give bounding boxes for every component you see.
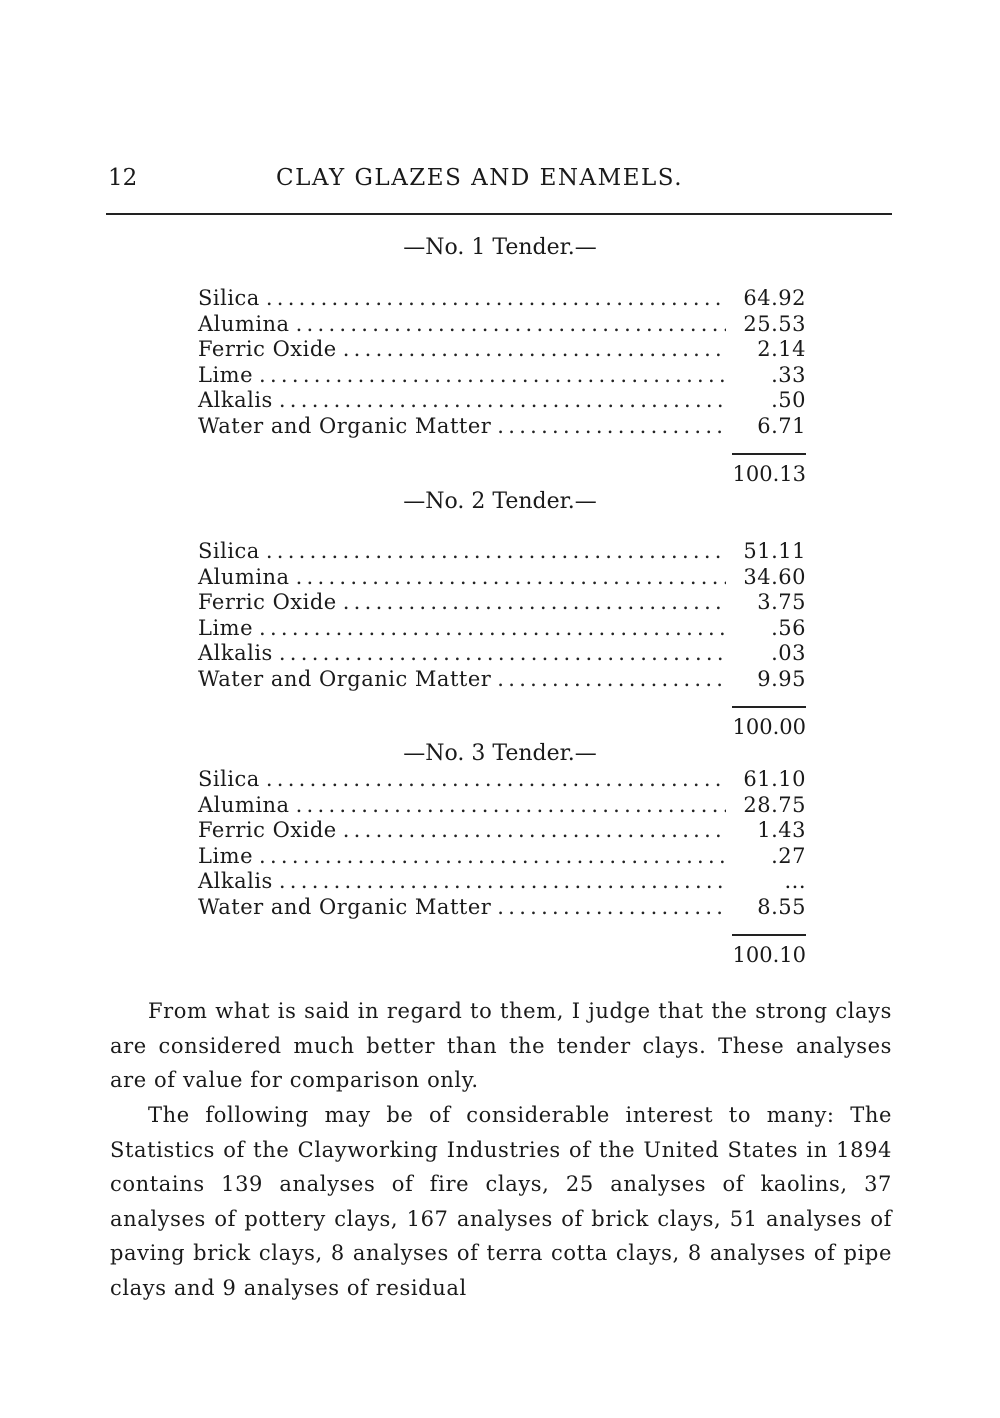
row-label: Ferric Oxide bbox=[198, 818, 337, 842]
row-value: 2.14 bbox=[757, 337, 806, 361]
row-label: Silica bbox=[198, 539, 260, 563]
row-value: .50 bbox=[771, 388, 806, 412]
row-value: .27 bbox=[771, 843, 806, 868]
analysis-row bbox=[198, 363, 806, 389]
row-label: Lime bbox=[198, 843, 254, 868]
analysis-row bbox=[198, 337, 806, 363]
analysis-table-no2 bbox=[198, 539, 806, 740]
row-value: 28.75 bbox=[743, 792, 806, 817]
analysis-row bbox=[198, 818, 806, 844]
row-value: 8.55 bbox=[757, 894, 806, 919]
row-label: Ferric Oxide bbox=[198, 337, 337, 361]
analysis-row bbox=[198, 641, 806, 667]
row-value: 34.60 bbox=[743, 564, 806, 589]
leader-dots bbox=[497, 667, 726, 693]
leader-dots bbox=[296, 565, 726, 591]
analysis-row bbox=[198, 312, 806, 338]
leader-dots bbox=[343, 337, 726, 363]
row-label: Ferric Oxide bbox=[198, 590, 337, 614]
leader-dots bbox=[259, 616, 726, 642]
analysis-row bbox=[198, 616, 806, 642]
leader-dots bbox=[497, 414, 726, 440]
analysis-row bbox=[198, 667, 806, 693]
total-value: 100.13 bbox=[732, 462, 806, 486]
total-rule bbox=[732, 453, 806, 455]
total-value: 100.00 bbox=[732, 715, 806, 739]
row-label: Alumina bbox=[198, 792, 290, 817]
row-value: 9.95 bbox=[757, 666, 806, 691]
body-paragraph-1 bbox=[110, 994, 892, 1098]
running-title: CLAY GLAZES AND ENAMELS. bbox=[276, 165, 684, 191]
body-paragraph-2 bbox=[110, 1098, 892, 1305]
row-label: Alkalis bbox=[198, 869, 273, 893]
analysis-row bbox=[198, 388, 806, 414]
leader-dots bbox=[343, 818, 726, 844]
row-label: Alkalis bbox=[198, 641, 273, 665]
leader-dots bbox=[259, 844, 726, 870]
total-rule bbox=[732, 706, 806, 708]
analysis-row bbox=[198, 286, 806, 312]
section-title-text: —No. 2 Tender.— bbox=[403, 489, 597, 514]
total-rule bbox=[732, 934, 806, 936]
leader-dots bbox=[259, 363, 726, 389]
analysis-row bbox=[198, 539, 806, 565]
leader-dots bbox=[266, 767, 726, 793]
leader-dots bbox=[279, 388, 726, 414]
row-label: Water and Organic Matter bbox=[198, 666, 492, 691]
row-value: 64.92 bbox=[743, 286, 806, 310]
analysis-row bbox=[198, 869, 806, 895]
analysis-row bbox=[198, 767, 806, 793]
header-rule bbox=[106, 213, 892, 215]
analysis-row bbox=[198, 414, 806, 440]
row-value: 61.10 bbox=[743, 767, 806, 791]
leader-dots bbox=[343, 590, 726, 616]
analysis-row bbox=[198, 793, 806, 819]
leader-dots bbox=[296, 312, 726, 338]
row-value: 51.11 bbox=[743, 539, 806, 563]
paragraph-text: The following may be of considerable interest to many: The Statistics of the Clayworking Industries of the United States in 1894 contains 139 analyses of fire clays, 25 analyses of kaolins, 37 analyses of pottery clays, 167 analyses of brick clays, 51 analyses of paving brick clays, 8 analyses of terra cotta clays, 8 analyses of pipe clays and 9 analyses of residual bbox=[110, 1103, 892, 1300]
section-title-text: —No. 3 Tender.— bbox=[403, 741, 597, 766]
row-value: .56 bbox=[771, 615, 806, 640]
section-title-no3 bbox=[0, 741, 1000, 766]
row-value: .03 bbox=[771, 641, 806, 665]
leader-dots bbox=[296, 793, 726, 819]
row-label: Lime bbox=[198, 362, 254, 387]
row-label: Silica bbox=[198, 286, 260, 310]
row-value: 3.75 bbox=[757, 590, 806, 614]
page-header bbox=[108, 165, 892, 195]
leader-dots bbox=[497, 895, 726, 921]
leader-dots bbox=[266, 539, 726, 565]
row-label: Water and Organic Matter bbox=[198, 413, 492, 438]
row-label: Alumina bbox=[198, 564, 290, 589]
analysis-row bbox=[198, 590, 806, 616]
analysis-table-no1 bbox=[198, 286, 806, 487]
section-title-no2 bbox=[0, 489, 1000, 514]
analysis-row bbox=[198, 895, 806, 921]
row-value: 1.43 bbox=[757, 818, 806, 842]
row-label: Water and Organic Matter bbox=[198, 894, 492, 919]
row-value: ... bbox=[784, 869, 806, 893]
row-label: Silica bbox=[198, 767, 260, 791]
analysis-row bbox=[198, 844, 806, 870]
analysis-table-no3 bbox=[198, 767, 806, 968]
section-title-text: —No. 1 Tender.— bbox=[403, 235, 597, 260]
paragraph-text: From what is said in regard to them, I judge that the strong clays are considered much better than the tender clays. These analyses are of value for comparison only. bbox=[110, 999, 892, 1092]
section-title-no1 bbox=[0, 235, 1000, 260]
leader-dots bbox=[279, 869, 726, 895]
row-label: Alumina bbox=[198, 311, 290, 336]
row-label: Alkalis bbox=[198, 388, 273, 412]
row-value: .33 bbox=[771, 362, 806, 387]
page-number: 12 bbox=[108, 165, 138, 191]
row-label: Lime bbox=[198, 615, 254, 640]
leader-dots bbox=[279, 641, 726, 667]
total-value: 100.10 bbox=[732, 943, 806, 967]
row-value: 6.71 bbox=[757, 413, 806, 438]
row-value: 25.53 bbox=[743, 311, 806, 336]
leader-dots bbox=[266, 286, 726, 312]
analysis-row bbox=[198, 565, 806, 591]
